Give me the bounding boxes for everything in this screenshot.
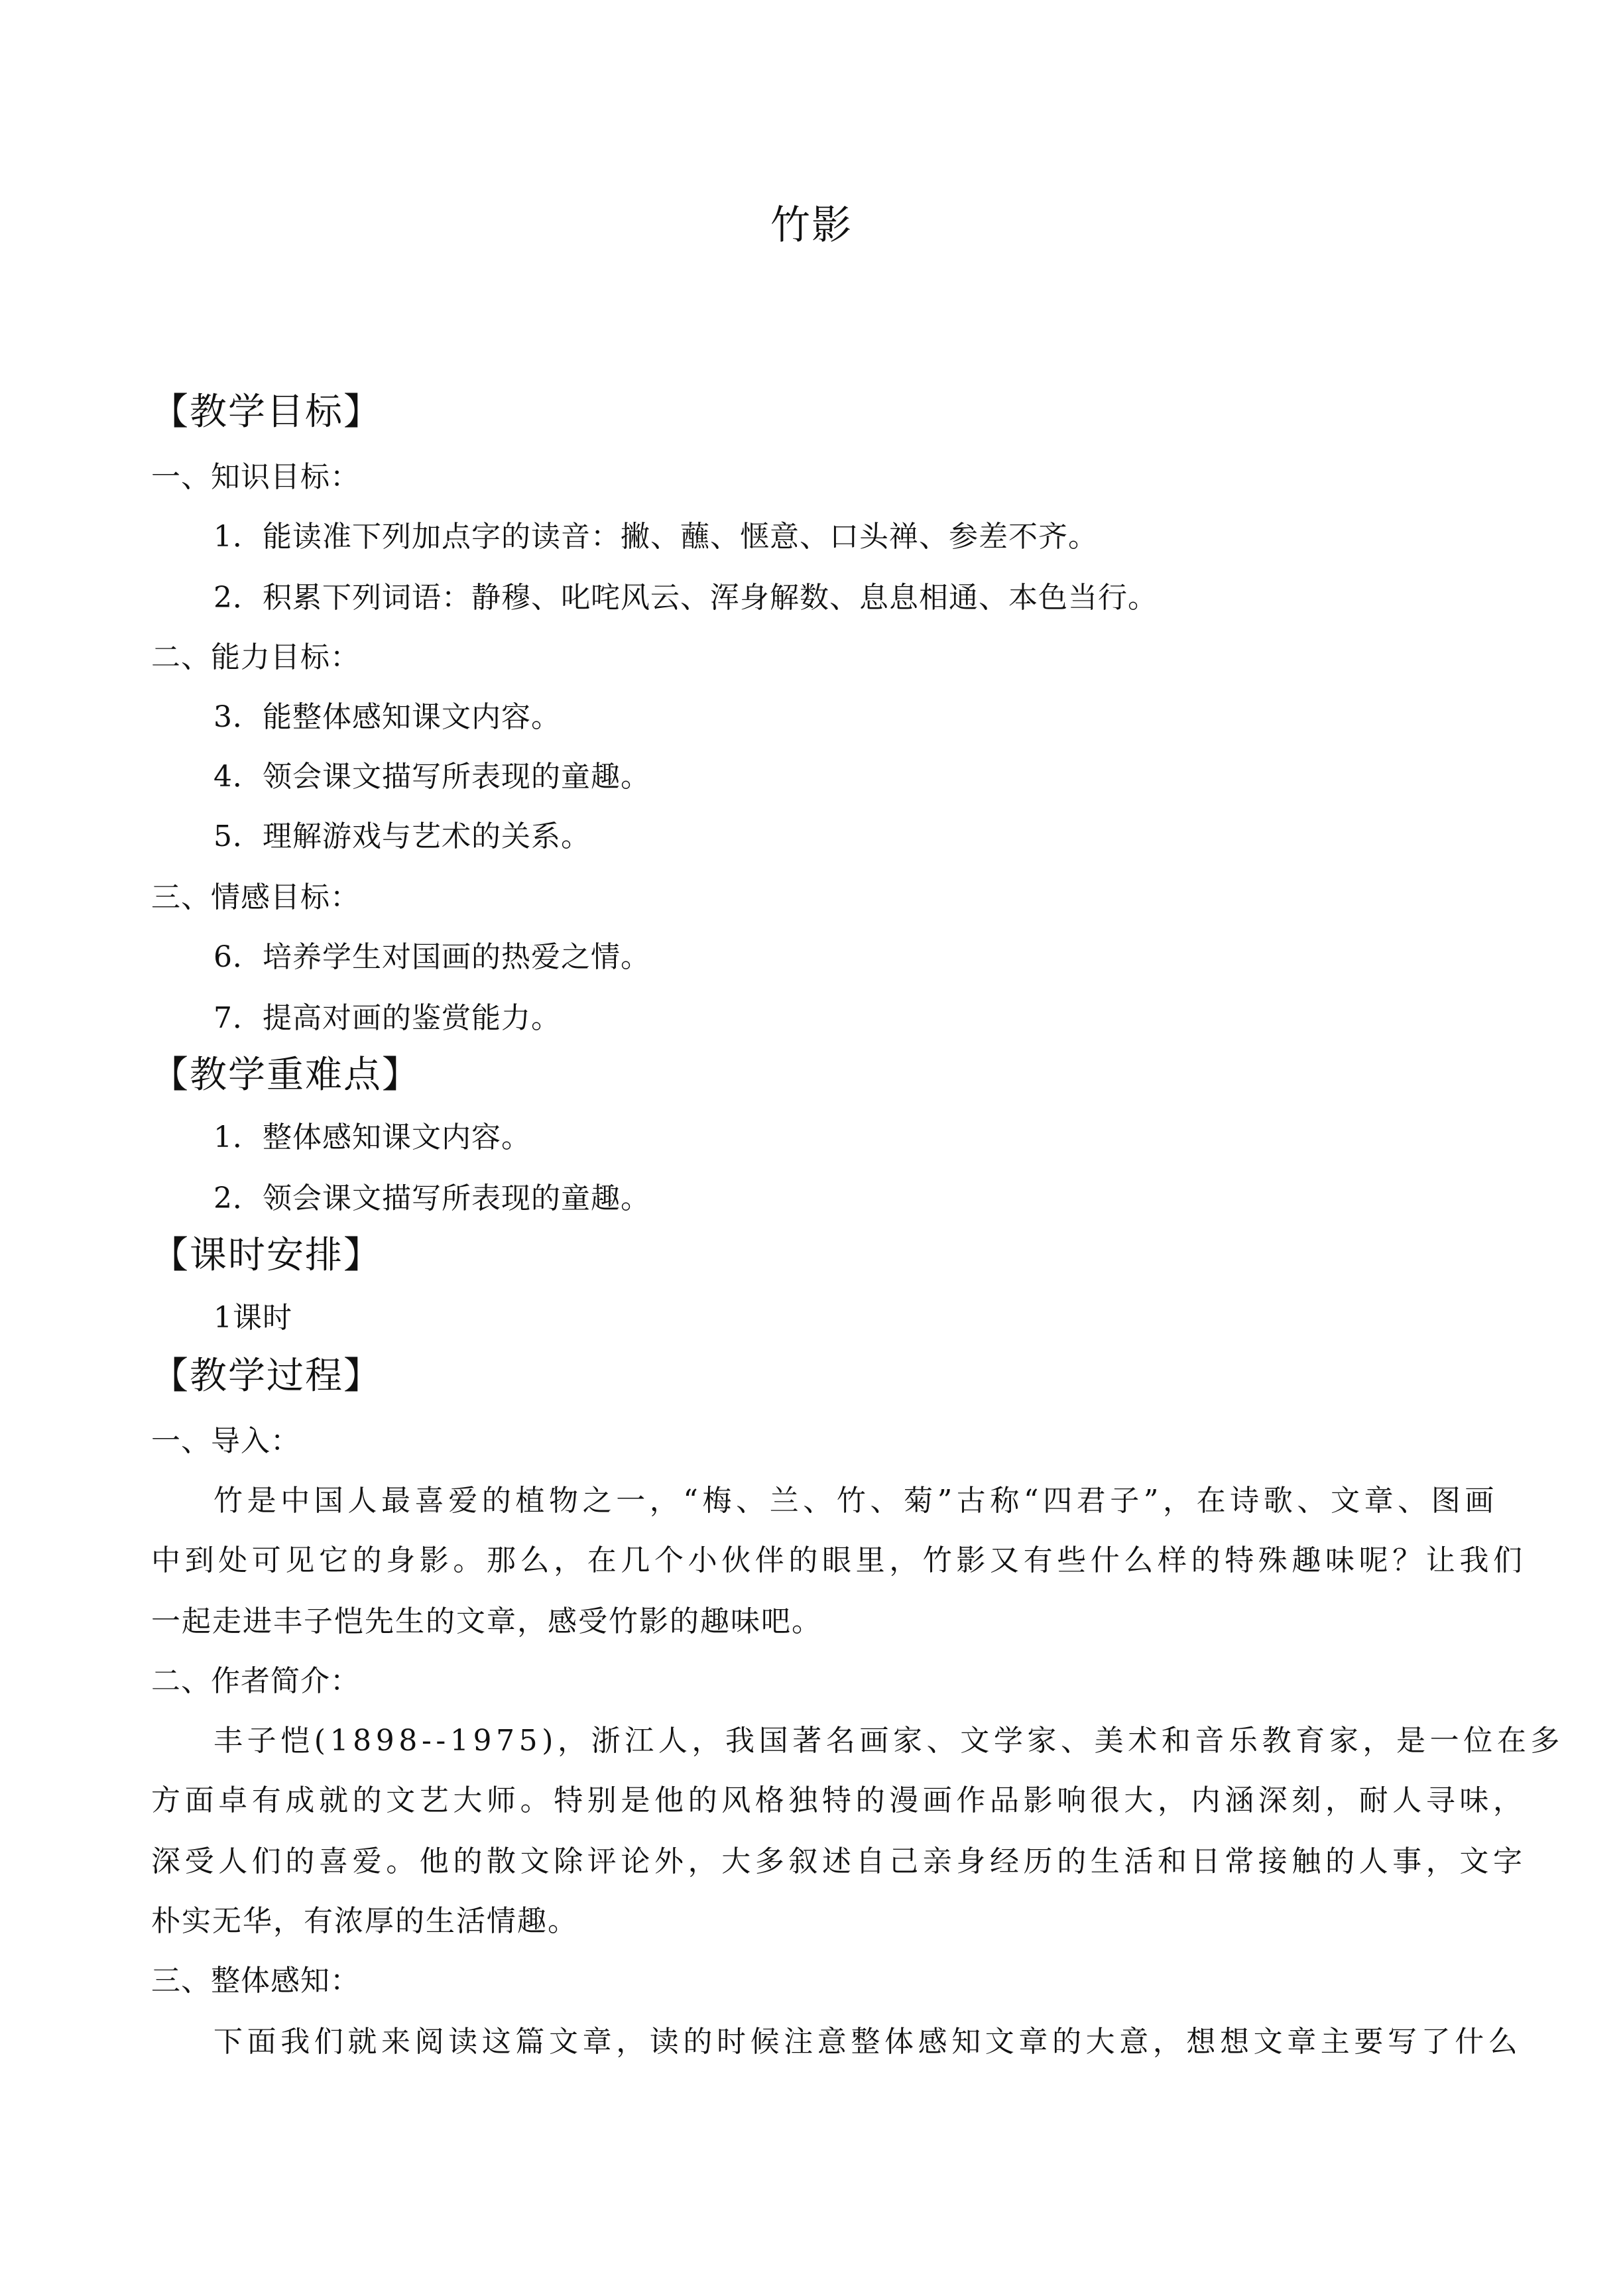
intro-paragraph-line: 中到处可见它的身影。那么，在几个小伙伴的眼里，竹影又有些什么样的特殊趣味呢？让我们 [151,1543,1527,1577]
key-point-item: 2．领会课文描写所表现的童趣。 [213,1181,650,1215]
schedule-text: 1课时 [213,1301,292,1335]
key-point-item: 1．整体感知课文内容。 [213,1120,531,1154]
intro-heading: 一、导入： [151,1424,300,1458]
ability-heading: 二、能力目标： [151,640,360,674]
ability-item: 5．理解游戏与艺术的关系。 [213,819,591,853]
ability-item: 4．领会课文描写所表现的童趣。 [213,760,650,794]
objectives-heading: 【教学目标】 [151,391,382,434]
emotion-item: 7．提高对画的鉴赏能力。 [213,1001,561,1035]
ability-item: 3．能整体感知课文内容。 [213,700,561,734]
emotion-item: 6．培养学生对国画的热爱之情。 [213,940,650,974]
author-paragraph-line: 方面卓有成就的文艺大师。特别是他的风格独特的漫画作品影响很大，内涵深刻，耐人寻味， [151,1783,1527,1817]
overview-paragraph-line: 下面我们就来阅读这篇文章，读的时候注意整体感知文章的大意，想想文章主要写了什么 [213,2025,1522,2059]
author-paragraph-line: 丰子恺(1898--1975)，浙江人，我国著名画家、文学家、美术和音乐教育家，是一位在多 [213,1724,1565,1758]
knowledge-heading: 一、知识目标： [151,460,360,494]
author-paragraph-line: 深受人们的喜爱。他的散文除评论外，大多叙述自己亲身经历的生活和日常接触的人事，文字 [151,1844,1527,1878]
schedule-heading: 【课时安排】 [151,1234,382,1277]
intro-paragraph-line: 一起走进丰子恺先生的文章，感受竹影的趣味吧。 [151,1604,822,1638]
author-paragraph-line: 朴实无华，有浓厚的生活情趣。 [151,1904,578,1938]
page-title: 竹影 [770,202,853,249]
intro-paragraph-line: 竹是中国人最喜爱的植物之一，“梅、兰、竹、菊”古称“四君子”，在诗歌、文章、图画 [213,1484,1498,1518]
process-heading: 【教学过程】 [151,1355,382,1398]
knowledge-item: 1．能读准下列加点字的读音：撇、蘸、惬意、口头禅、参差不齐。 [213,520,1098,554]
knowledge-item: 2．积累下列词语：静穆、叱咤风云、浑身解数、息息相通、本色当行。 [213,581,1158,615]
overview-heading: 三、整体感知： [151,1964,360,1998]
emotion-heading: 三、情感目标： [151,880,360,914]
key-points-heading: 【教学重难点】 [151,1054,420,1097]
author-heading: 二、作者简介： [151,1664,360,1698]
